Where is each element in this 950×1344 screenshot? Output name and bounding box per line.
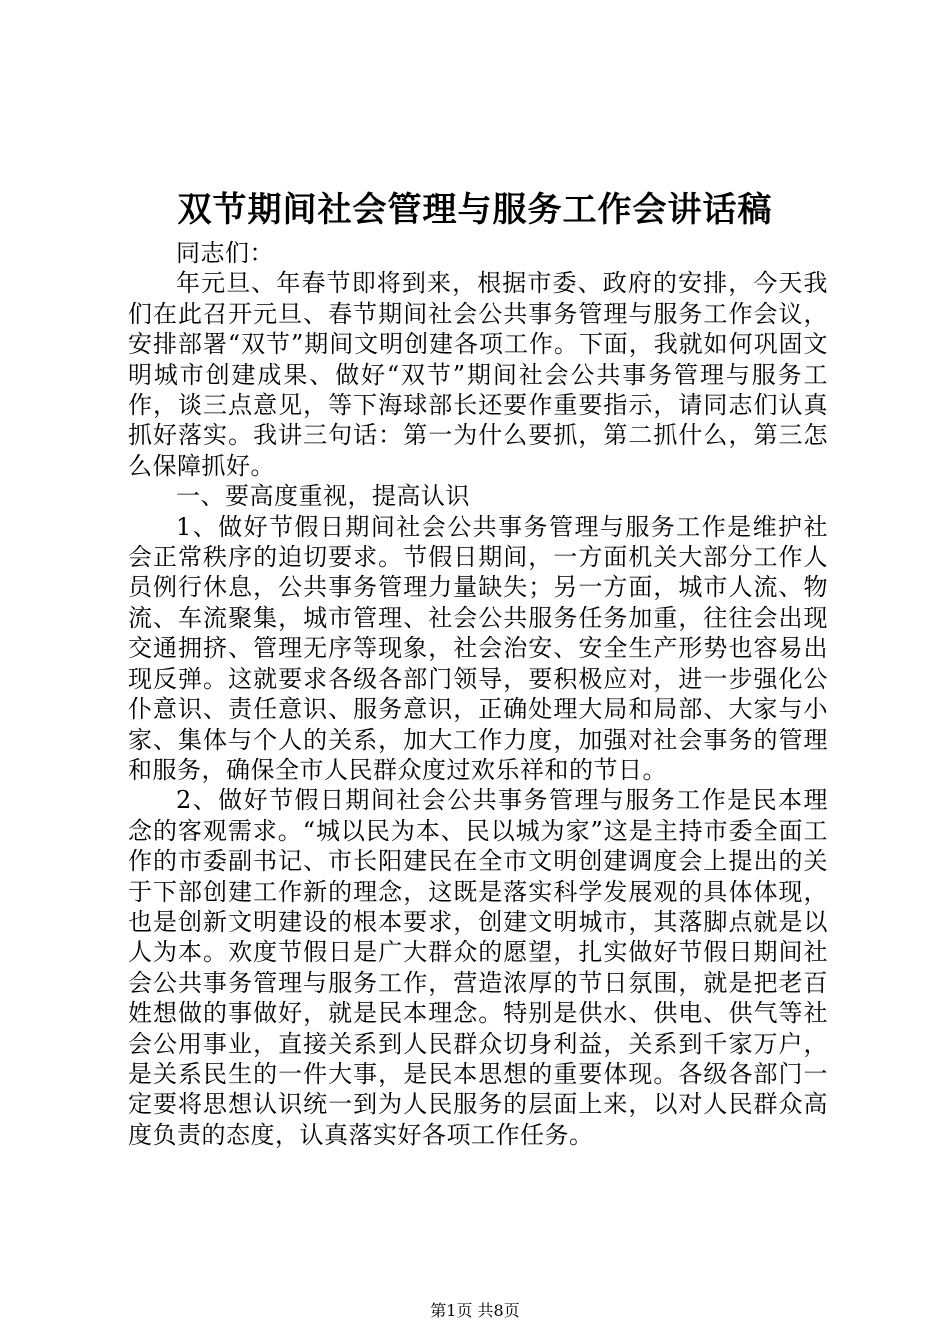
section-heading: 一、要高度重视，提高认识: [176, 482, 470, 511]
salutation-paragraph: 同志们：: [176, 239, 274, 267]
document-title: 双节期间社会管理与服务工作会讲话稿: [177, 190, 773, 230]
intro-paragraph: 年元旦、年春节即将到来，根据市委、政府的安排，今天我们在此召开元旦、春节期间社会公共事务管理与服务工作会议，安排部署“双节”期间文明创建各项工作。下面，我就如何巩固文明城市创建成果、做好“双节”期间社会公共事务管理与服务工作，谈三点意见，等下海球部长还要作重要指示，请同志们认真抓好落实。我讲三句话：第一为什么要抓，第二抓什么，第三怎么保障抓好。: [128, 269, 828, 480]
point-2-paragraph: 2、做好节假日期间社会公共事务管理与服务工作是民本理念的客观需求。“城以民为本、民以城为家”这是主持市委全面工作的市委副书记、市长阳建民在全市文明创建调度会上提出的关于下部创建工作新的理念，这既是落实科学发展观的具体体现，也是创新文明建设的根本要求，创建文明城市，其落脚点就是以人为本。欢度节假日是广大群众的愿望，扎实做好节假日期间社会公共事务管理与服务工作，营造浓厚的节日氛围，就是把老百姓想做的事做好，就是民本理念。特别是供水、供电、供气等社会公用事业，直接关系到人民群众切身利益，关系到千家万户，是关系民生的一件大事，是民本思想的重要体现。各级各部门一定要将思想认识统一到为人民服务的层面上来，以对人民群众高度负责的态度，认真落实好各项工作任务。: [128, 786, 828, 1149]
point-1-paragraph: 1、做好节假日期间社会公共事务管理与服务工作是维护社会正常秩序的迫切要求。节假日期间，一方面机关大部分工作人员例行休息，公共事务管理力量缺失；另一方面，城市人流、物流、车流聚集，城市管理、社会公共服务任务加重，往往会出现交通拥挤、管理无序等现象，社会治安、安全生产形势也容易出现反弹。这就要求各级各部门领导，要积极应对，进一步强化公仆意识、责任意识、服务意识，正确处理大局和局部、大家与小家、集体与个人的关系，加大工作力度，加强对社会事务的管理和服务，确保全市人民群众度过欢乐祥和的节日。: [128, 512, 828, 784]
document-body: [128, 238, 828, 1150]
page-footer: 第1页 共8页: [430, 1301, 520, 1320]
